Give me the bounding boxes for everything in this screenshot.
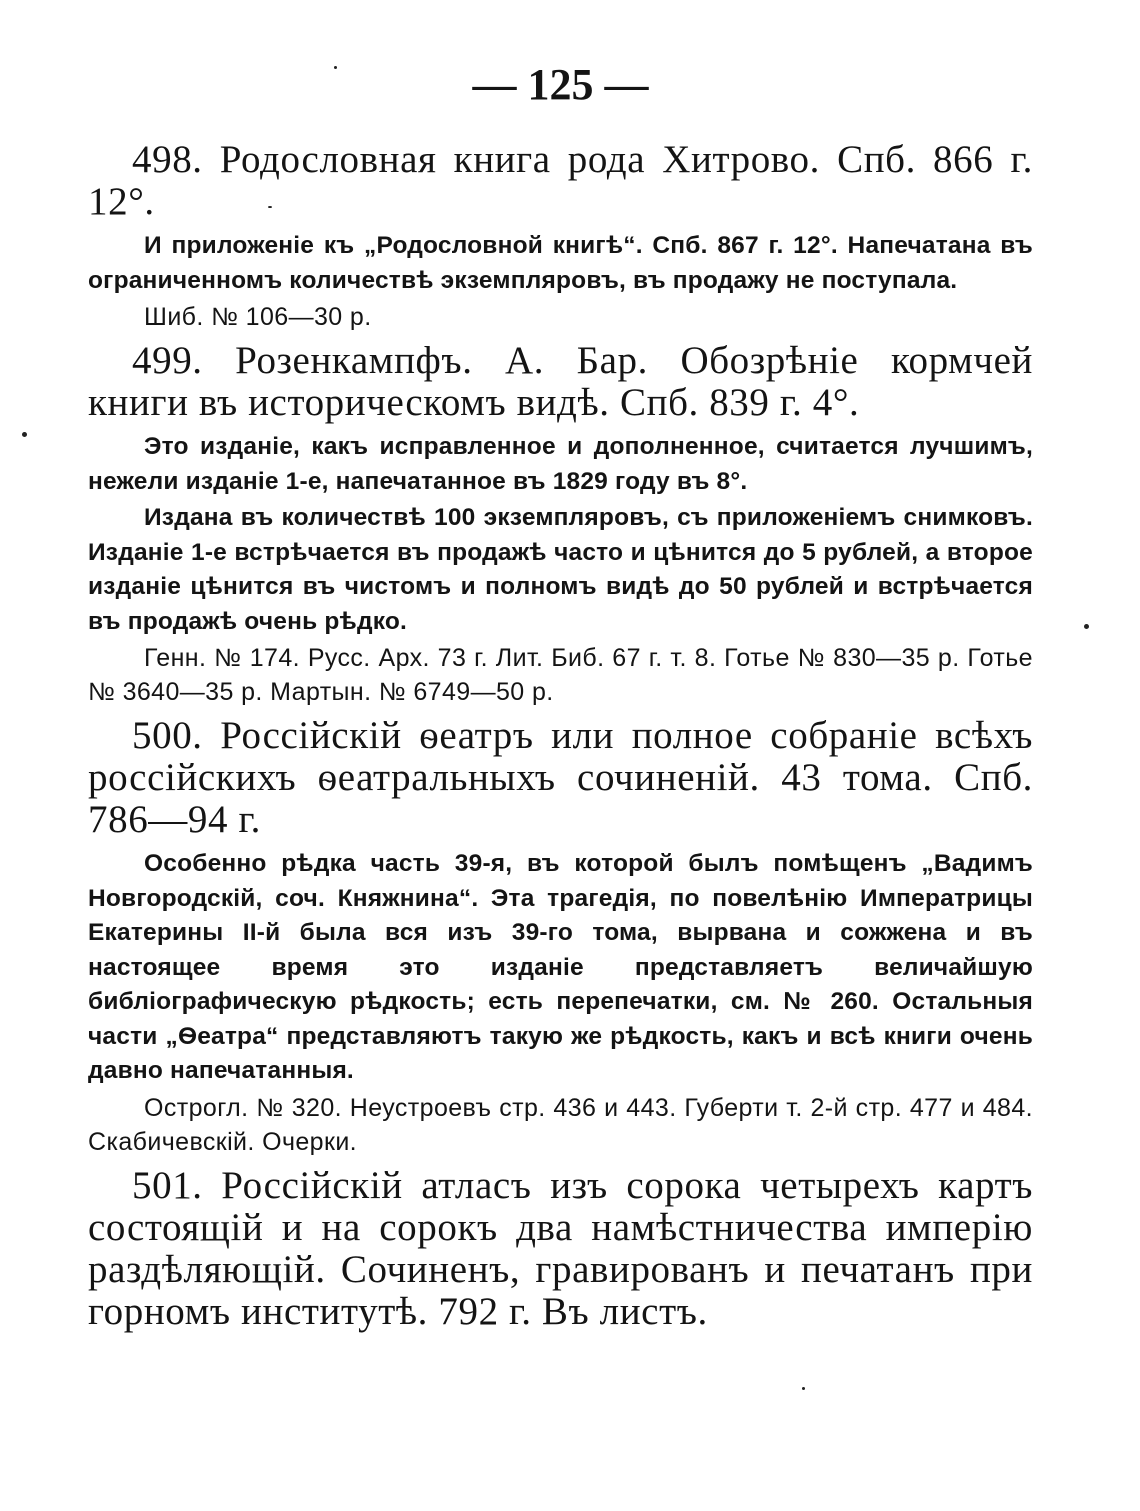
scan-speck: [1084, 624, 1089, 629]
book-page: [88, 55, 1033, 1339]
scan-speck: [802, 1387, 805, 1390]
catalog-entry-498: [88, 139, 1033, 334]
catalog-entry-499: [88, 340, 1033, 709]
entry-title: 498. Родословная книга рода Хитрово. Спб. 866 г. 12°.: [88, 138, 1033, 223]
scan-speck: [22, 432, 27, 437]
catalog-entry-501: [88, 1165, 1033, 1333]
page-number: — 125 —: [472, 60, 649, 109]
entry-note: Издана въ количествѣ 100 экземпляровъ, съ приложеніемъ снимковъ. Изданіе 1-е встрѣчается въ продажѣ часто и цѣнится до 5 рублей, а второе изданіе цѣнится въ чистомъ и полномъ видѣ до 50 рублей и встрѣчается въ продажѣ очень рѣдко.: [88, 504, 1033, 635]
entry-note: Это изданіе, какъ исправленное и дополненное, считается лучшимъ, нежели изданіе 1-е, напечатанное въ 1829 году въ 8°.: [88, 433, 1033, 495]
entry-reference: Острогл. № 320. Неустроевъ стр. 436 и 443. Губерти т. 2-й стр. 477 и 484. Скабичевскій. Очерки.: [88, 1093, 1033, 1156]
entry-title: 499. Розенкампфъ. А. Бар. Обозрѣніе кормчей книги въ историческомъ видѣ. Спб. 839 г. 4°.: [88, 339, 1033, 424]
entry-note: Особенно рѣдка часть 39-я, въ которой былъ помѣщенъ „Вадимъ Новгородскій, соч. Княжнина“. Эта трагедія, по повелѣнію Императрицы Екатерины II-й была вся изъ 39-го тома, вырвана и сожжена и въ настоящее время это изданіе представляетъ величайшую библіографическую рѣдкость; есть перепечатки, см. № 260. Остальныя части „Ѳеатра“ представляютъ такую же рѣдкость, какъ и всѣ книги очень давно напечатанныя.: [88, 850, 1033, 1084]
catalog-entry-500: [88, 715, 1033, 1159]
entry-title: 501. Россійскій атласъ изъ сорока четырехъ картъ состоящій и на сорокъ два намѣстничества имперію раздѣляющій. Сочиненъ, гравированъ и печатанъ при горномъ институтѣ. 792 г. Въ листъ.: [88, 1163, 1033, 1333]
entry-title: 500. Россійскій ѳеатръ или полное собраніе всѣхъ россійскихъ ѳеатральныхъ сочиненій. 43 тома. Спб. 786—94 г.: [88, 714, 1033, 841]
scan-speck: [268, 206, 272, 208]
entry-note: И приложеніе къ „Родословной книгѣ“. Спб. 867 г. 12°. Напечатана въ ограниченномъ количествѣ экземпляровъ, въ продажу не поступала.: [88, 232, 1033, 294]
entry-reference: Генн. № 174. Русс. Арх. 73 г. Лит. Биб. 67 г. т. 8. Готье № 830—35 р. Готье № 3640—35 р. Мартын. № 6749—50 р.: [88, 644, 1033, 706]
scan-speck: [334, 66, 337, 69]
entry-reference: Шиб. № 106—30 р.: [144, 303, 372, 331]
